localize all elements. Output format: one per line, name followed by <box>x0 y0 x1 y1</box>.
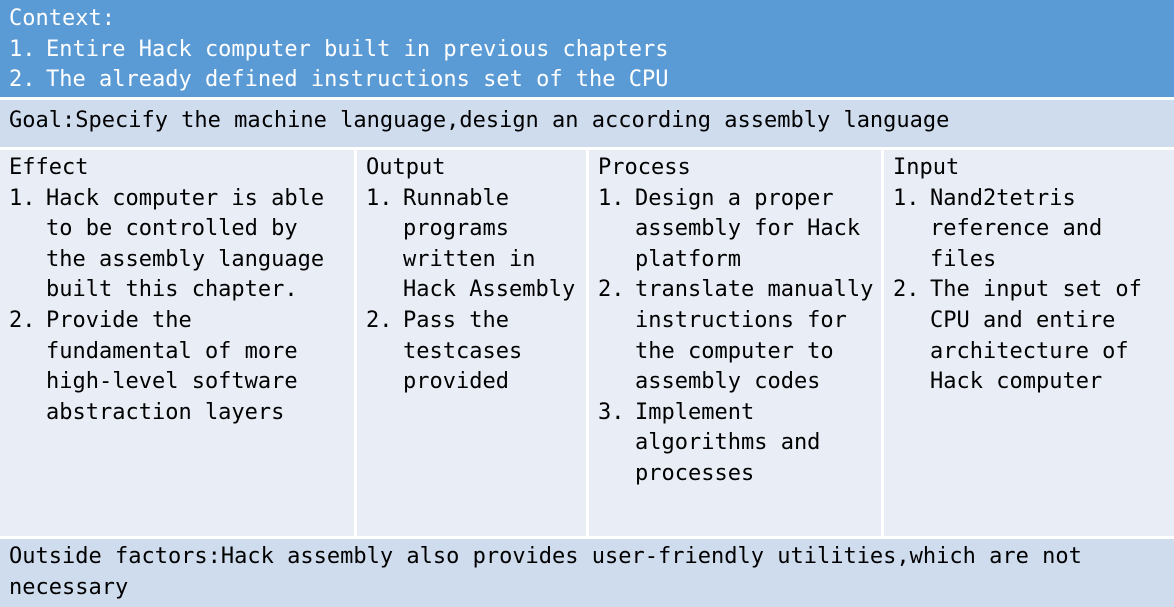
output-item-text: Runnable programs written in Hack Assembly <box>403 185 576 303</box>
output-list <box>366 184 582 398</box>
effect-item-number: 2. <box>9 307 36 333</box>
context-section <box>0 0 1174 97</box>
input-item-number: 2. <box>893 277 920 303</box>
process-item <box>598 184 877 276</box>
process-list <box>598 184 877 490</box>
process-item <box>598 398 877 490</box>
outside-factors-section <box>0 539 1174 607</box>
goal-text: Goal:Specify the machine language,design an according assembly language <box>9 108 950 133</box>
effect-item <box>9 306 350 428</box>
context-item <box>9 65 1174 96</box>
output-item <box>366 184 582 306</box>
effect-item-text: Provide the fundamental of more high-level software abstraction layers <box>46 307 298 425</box>
input-item <box>893 275 1170 397</box>
effect-item-text: Hack computer is able to be controlled by the assembly language built this chapter. <box>46 185 325 303</box>
outside-factors-text: Outside factors:Hack assembly also provides user-friendly utilities,which are not necessary <box>9 544 1082 600</box>
context-item-number: 2. <box>9 67 36 93</box>
process-title: Process <box>598 155 691 180</box>
context-list <box>9 35 1174 96</box>
process-column <box>586 150 881 536</box>
effect-column <box>0 150 354 536</box>
effect-list <box>9 184 350 429</box>
output-item-number: 2. <box>366 307 393 333</box>
process-item <box>598 275 877 397</box>
context-item-text: The already defined instructions set of the CPU <box>46 67 669 93</box>
context-item <box>9 35 1174 66</box>
effect-item-number: 1. <box>9 185 36 211</box>
input-title: Input <box>893 155 960 180</box>
context-item-number: 1. <box>9 36 36 62</box>
context-title: Context: <box>9 6 115 31</box>
effect-title: Effect <box>9 155 89 180</box>
output-item <box>366 306 582 398</box>
process-item-text: translate manually instructions for the computer to assembly codes <box>635 277 874 395</box>
input-column <box>881 150 1174 536</box>
process-item-text: Implement algorithms and processes <box>635 399 821 486</box>
process-item-text: Design a proper assembly for Hack platform <box>635 185 861 272</box>
input-item-text: Nand2tetris reference and files <box>930 185 1103 272</box>
input-item-number: 1. <box>893 185 920 211</box>
columns-section <box>0 150 1174 536</box>
process-item-number: 3. <box>598 399 625 425</box>
input-item <box>893 184 1170 276</box>
goal-section <box>0 100 1174 147</box>
input-item-text: The input set of CPU and entire architecture of Hack computer <box>930 277 1142 395</box>
output-item-text: Pass the testcases provided <box>403 307 523 395</box>
input-list <box>893 184 1170 398</box>
output-column <box>354 150 586 536</box>
output-title: Output <box>366 155 446 180</box>
output-item-number: 1. <box>366 185 393 211</box>
context-item-text: Entire Hack computer built in previous chapters <box>46 36 669 62</box>
process-item-number: 2. <box>598 277 625 303</box>
effect-item <box>9 184 350 306</box>
process-item-number: 1. <box>598 185 625 211</box>
